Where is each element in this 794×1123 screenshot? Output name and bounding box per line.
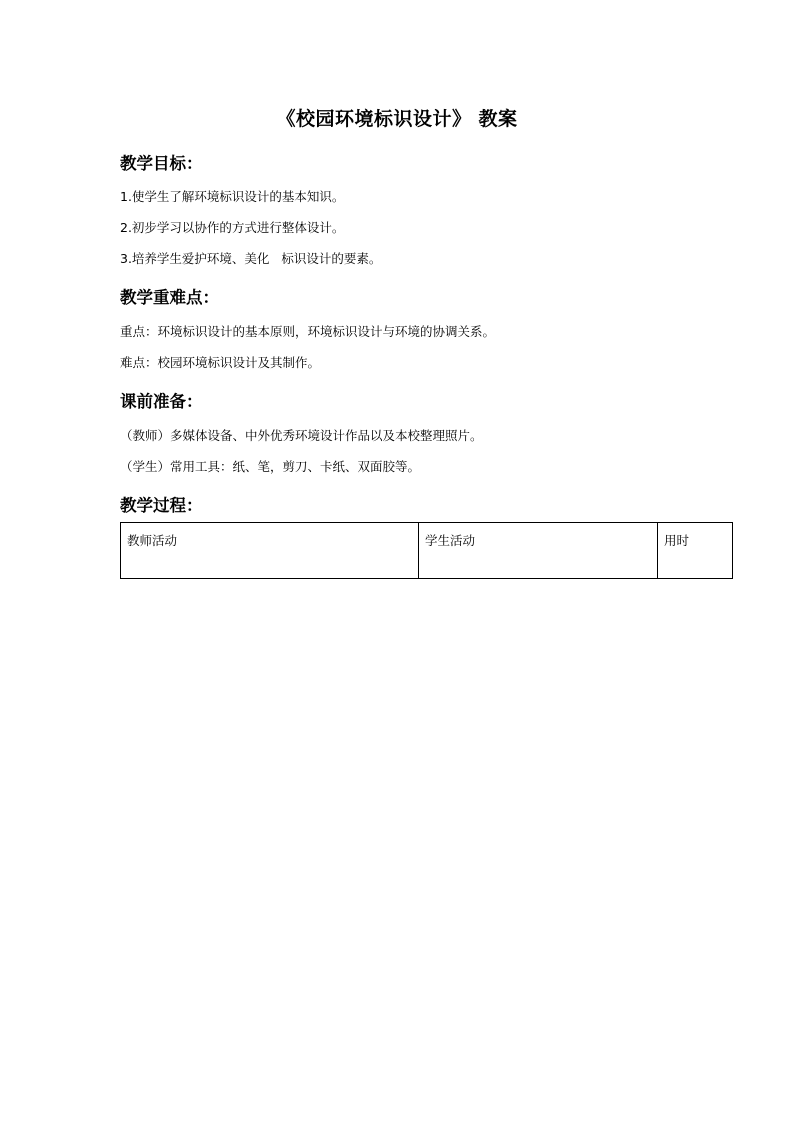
column-teacher-activity: 教师活动 — [121, 523, 419, 579]
column-time: 用时 — [658, 523, 733, 579]
objectives-heading: 教学目标： — [120, 154, 203, 173]
preparation-heading: 课前准备： — [120, 392, 203, 411]
key-point-focus: 重点：环境标识设计的基本原则，环境标识设计与环境的协调关系。 — [120, 324, 496, 339]
key-point-difficulty: 难点：校园环境标识设计及其制作。 — [120, 355, 321, 370]
process-table — [120, 522, 733, 579]
document-title: 《校园环境标识设计》 教案 — [276, 108, 518, 130]
objective-item-1: 1.使学生了解环境标识设计的基本知识。 — [120, 189, 345, 204]
objective-item-2: 2.初步学习以协作的方式进行整体设计。 — [120, 220, 345, 235]
preparation-student: （学生）常用工具：纸、笔，剪刀、卡纸、双面胶等。 — [120, 459, 421, 474]
objective-item-3: 3.培养学生爱护环境、美化 标识设计的要素。 — [120, 251, 382, 266]
column-student-activity: 学生活动 — [419, 523, 658, 579]
process-heading: 教学过程： — [120, 496, 203, 515]
key-points-heading: 教学重难点： — [120, 288, 219, 307]
preparation-teacher: （教师）多媒体设备、中外优秀环境设计作品以及本校整理照片。 — [120, 428, 483, 443]
table-header-row — [121, 523, 733, 579]
